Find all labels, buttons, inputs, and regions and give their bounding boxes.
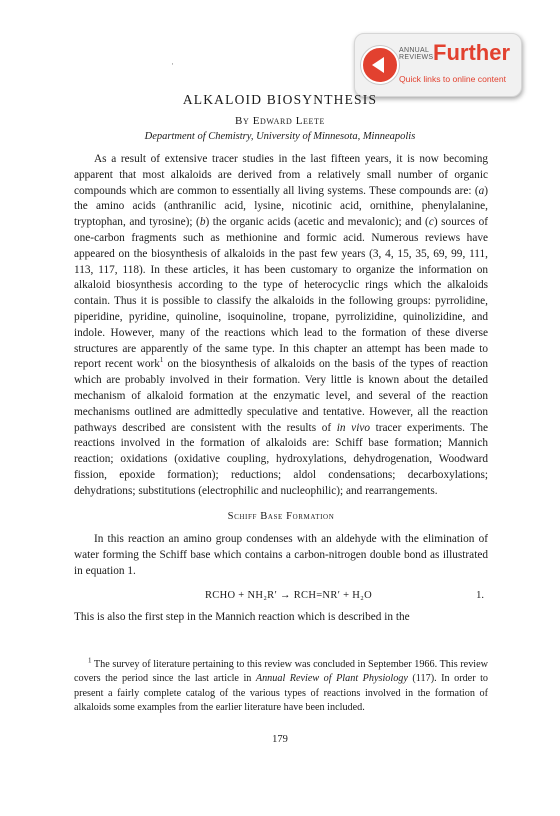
badge-further-label: Further xyxy=(433,40,510,65)
intro-paragraph: As a result of extensive tracer studies in the last fifteen years, it is now becoming apparent that most alkaloids are derived from a relatively small number of organic compounds which are common to essentially all living systems. These compounds are: (a) the amino acids (anthranilic acid, lysine, nicotinic acid, ornithine, phenylalanine, tryptophan, and tyrosine); (b) the organic acids (acetic and mevalonic); and (c) sources of one-carbon fragments such as methionine and formic acid. Numerous reviews have appeared on the biosynthesis of alkaloids in the past few years (3, 4, 15, 35, 69, 99, 111, 113, 117, 118). In these articles, it has been customary to organize the information on alkaloid biosynthesis according to the type of heterocyclic rings which the alkaloids contain. Thus it is possible to classify the alkaloids in the following groups: pyrrolidine, piperidine, pyridine, quinoline, isoquinoline, tropane, pyrrolizidine, quinolizidine, and indole. However, many of the reactions which lead to the formation of these diverse structures are apparently of the same type. In this chapter an attempt has been made to report recent work$^1$ on the biosynthesis of alkaloids on the basis of the types of reaction which are probably involved in their formation. Very little is known about the detailed mechanism of alkaloid formation at the enzymatic level, and several of the reaction mechanisms outlined are admittedly speculative and tentative. However, all the reaction pathways described are consistent with the results of in vivo tracer experiments. The reactions involved in the formation of alkaloids are: Schiff base formation; Mannich reaction; oxidations (oxidative coupling, hydroxylations, dehydrogenation, Woodward fission, epoxide formation); reductions; aldol condensations; decarboxylations; dehydrations; substitutions (electrophilic and nucleophilic); and rearrangements. xyxy=(74,153,488,497)
annual-reviews-further-badge[interactable] xyxy=(354,33,522,97)
article-author xyxy=(0,115,560,127)
section-heading: Schiff Base Formation xyxy=(227,510,335,522)
article-body xyxy=(74,152,488,626)
badge-subtitle: Quick links to online content xyxy=(399,74,507,84)
stray-dot: · xyxy=(171,59,174,69)
footnote: $^1$ The survey of literature pertaining to this review was concluded in September 1966. This review covers the period since the last article in Annual Review of Plant Physiology (117). In order to present a fairly complete catalog of the various types of reactions involved in the formation of alkaloids some examples from the earlier literature have been included. xyxy=(74,656,489,713)
author-name: Edward Leete xyxy=(252,115,325,127)
equation-number: 1. xyxy=(476,589,484,601)
equation-text: RCHO + NH₂R′ → RCH=NR′ + H₂O xyxy=(205,589,373,601)
equation-1 xyxy=(74,588,488,604)
section-paragraph: In this reaction an amino group condenses with an aldehyde with the elimination of water forming the Schiff base which contains a carbon-nitrogen double bond as illustrated in equation 1. xyxy=(74,533,488,577)
section-paragraph-continued: This is also the first step in the Mannich reaction which is described in the xyxy=(74,610,410,623)
badge-annual-reviews-label: ANNUAL REVIEWS xyxy=(399,47,434,61)
footnote-reference[interactable]: 1 xyxy=(159,356,164,365)
footnote-mark: 1 xyxy=(88,656,92,665)
left-arrow-icon xyxy=(361,46,399,84)
author-affiliation: Department of Chemistry, University of Minnesota, Minneapolis xyxy=(144,131,416,142)
article-title: ALKALOID BIOSYNTHESIS xyxy=(182,92,378,107)
page-number: 179 xyxy=(272,734,288,745)
author-prefix: By xyxy=(235,115,250,127)
journal-name: Annual Review of Plant Physiology xyxy=(255,673,408,685)
